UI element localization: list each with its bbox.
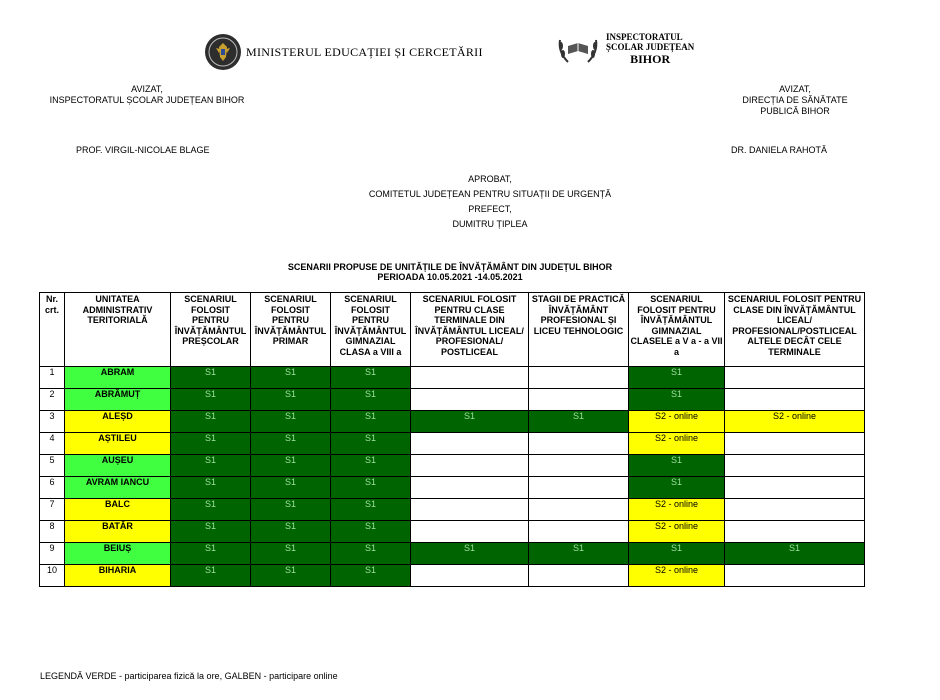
scenario-cell: S1 <box>251 565 331 587</box>
scenario-cell <box>411 521 529 543</box>
scenario-cell: S1 <box>171 565 251 587</box>
scenario-cell <box>411 477 529 499</box>
scenario-cell: S1 <box>529 411 629 433</box>
scenario-cell: S1 <box>251 433 331 455</box>
scenario-cell <box>529 455 629 477</box>
table-row <box>40 389 865 411</box>
unit-name: BEIUȘ <box>65 543 171 565</box>
scenario-cell <box>529 367 629 389</box>
unit-name: AUȘEU <box>65 455 171 477</box>
approval-block <box>340 172 640 232</box>
unit-name: ABRAM <box>65 367 171 389</box>
approval-committee: COMITETUL JUDEȚEAN PENTRU SITUAȚII DE URGENȚĂ <box>368 189 612 199</box>
right-avizat-institution-2: PUBLICĂ BIHOR <box>760 106 830 116</box>
header-gimnazial-viii: SCENARIUL FOLOSIT PENTRU ÎNVĂȚĂMÂNTUL GIMNAZIAL CLASA a VIII a <box>331 293 411 367</box>
scenario-cell <box>411 455 529 477</box>
table-row <box>40 367 865 389</box>
ministry-logo <box>205 34 483 70</box>
scenario-cell: S1 <box>171 433 251 455</box>
header-liceal-altele: SCENARIUL FOLOSIT PENTRU CLASE DIN ÎNVĂȚĂMÂNTUL LICEAL/ PROFESIONAL/POSTLICEAL ALTELE DECÂT CELE TERMINALE <box>725 293 865 367</box>
row-number: 5 <box>40 455 65 477</box>
scenario-cell: S1 <box>629 477 725 499</box>
isj-line1: INSPECTORATUL <box>606 32 683 42</box>
right-signatory: DR. DANIELA RAHOTĂ <box>731 145 828 155</box>
legend: LEGENDĂ VERDE - participarea fizică la ore, GALBEN - participare online <box>40 671 338 681</box>
scenario-cell: S1 <box>171 389 251 411</box>
scenario-cell: S2 - online <box>629 411 725 433</box>
scenario-cell: S1 <box>529 543 629 565</box>
header-gimnazial-v-vii: SCENARIUL FOLOSIT PENTRU ÎNVĂȚĂMÂNTUL GIMNAZIAL CLASELE a V a - a VII a <box>629 293 725 367</box>
scenario-cell <box>725 455 865 477</box>
scenario-cell <box>725 367 865 389</box>
scenario-cell: S1 <box>171 477 251 499</box>
document-title <box>240 262 660 282</box>
row-number: 7 <box>40 499 65 521</box>
approval-name: DUMITRU ȚIPLEA <box>452 219 528 229</box>
row-number: 3 <box>40 411 65 433</box>
scenario-cell: S1 <box>251 411 331 433</box>
table-row <box>40 455 865 477</box>
scenario-cell <box>725 499 865 521</box>
scenario-cell: S1 <box>171 499 251 521</box>
table-row <box>40 433 865 455</box>
scenario-cell <box>411 389 529 411</box>
title-line2: PERIOADA 10.05.2021 -14.05.2021 <box>377 272 523 282</box>
right-avizat-block <box>720 84 870 117</box>
scenario-cell: S2 - online <box>725 411 865 433</box>
scenario-cell: S1 <box>725 543 865 565</box>
scenario-cell <box>725 389 865 411</box>
header-stagii: STAGII DE PRACTICĂ ÎNVĂȚĂMÂNT PROFESIONAL ȘI LICEU TEHNOLOGIC <box>529 293 629 367</box>
scenario-cell <box>529 389 629 411</box>
scenario-cell: S1 <box>251 521 331 543</box>
scenario-cell: S2 - online <box>629 521 725 543</box>
left-avizat-block <box>40 84 254 106</box>
scenario-cell <box>725 433 865 455</box>
table-row <box>40 477 865 499</box>
scenario-cell: S1 <box>331 477 411 499</box>
approval-role: PREFECT, <box>468 204 512 214</box>
left-avizat-institution: INSPECTORATUL ȘCOLAR JUDEȚEAN BIHOR <box>49 95 245 105</box>
scenario-cell: S1 <box>629 455 725 477</box>
table-header-row <box>40 293 865 367</box>
scenario-cell: S1 <box>629 389 725 411</box>
scenario-cell: S1 <box>331 433 411 455</box>
scenario-cell: S1 <box>171 367 251 389</box>
scenario-cell: S1 <box>251 389 331 411</box>
isj-logo <box>556 32 694 66</box>
table-row <box>40 543 865 565</box>
row-number: 2 <box>40 389 65 411</box>
scenario-cell <box>529 433 629 455</box>
unit-name: ALEȘD <box>65 411 171 433</box>
scenario-cell: S2 - online <box>629 565 725 587</box>
scenario-cell <box>529 521 629 543</box>
scenario-cell <box>725 477 865 499</box>
table-row <box>40 565 865 587</box>
table-row <box>40 499 865 521</box>
scenario-cell: S1 <box>629 543 725 565</box>
header-nr: Nr. crt. <box>40 293 65 367</box>
scenario-cell: S1 <box>331 499 411 521</box>
row-number: 8 <box>40 521 65 543</box>
isj-line3: BIHOR <box>630 52 671 66</box>
scenario-cell: S1 <box>411 543 529 565</box>
scenario-cell <box>725 565 865 587</box>
scenario-cell: S1 <box>331 389 411 411</box>
scenario-cell: S1 <box>331 521 411 543</box>
scenario-cell <box>529 565 629 587</box>
scenario-cell: S1 <box>171 521 251 543</box>
scenario-cell: S1 <box>251 455 331 477</box>
scenario-cell <box>411 499 529 521</box>
scenario-cell: S2 - online <box>629 433 725 455</box>
unit-name: BIHARIA <box>65 565 171 587</box>
scenario-cell: S1 <box>629 367 725 389</box>
scenario-cell: S1 <box>331 565 411 587</box>
scenario-cell: S2 - online <box>629 499 725 521</box>
right-avizat-label: AVIZAT, <box>779 84 811 94</box>
scenario-cell: S1 <box>331 543 411 565</box>
scenario-cell: S1 <box>171 543 251 565</box>
scenario-cell: S1 <box>251 543 331 565</box>
row-number: 1 <box>40 367 65 389</box>
scenario-cell: S1 <box>251 367 331 389</box>
unit-name: ABRĂMUȚ <box>65 389 171 411</box>
scenario-cell: S1 <box>411 411 529 433</box>
scenario-cell: S1 <box>171 455 251 477</box>
left-avizat-label: AVIZAT, <box>131 84 163 94</box>
scenario-cell: S1 <box>331 455 411 477</box>
laurel-book-icon <box>556 32 600 66</box>
left-signatory: PROF. VIRGIL-NICOLAE BLAGE <box>76 145 210 155</box>
header-primar: SCENARIUL FOLOSIT PENTRU ÎNVĂȚĂMÂNTUL PRIMAR <box>251 293 331 367</box>
header-terminale: SCENARIUL FOLOSIT PENTRU CLASE TERMINALE DIN ÎNVĂȚĂMÂNTUL LICEAL/ PROFESIONAL/ POSTLICEAL <box>411 293 529 367</box>
scenario-cell <box>411 367 529 389</box>
row-number: 4 <box>40 433 65 455</box>
scenario-cell <box>529 477 629 499</box>
scenario-cell: S1 <box>171 411 251 433</box>
approval-label: APROBAT, <box>468 174 512 184</box>
scenario-cell <box>725 521 865 543</box>
scenario-cell: S1 <box>251 477 331 499</box>
unit-name: AȘTILEU <box>65 433 171 455</box>
table-row <box>40 411 865 433</box>
title-line1: SCENARII PROPUSE DE UNITĂȚILE DE ÎNVĂȚĂMÂNT DIN JUDEȚUL BIHOR <box>287 262 613 272</box>
scenario-cell: S1 <box>331 367 411 389</box>
row-number: 10 <box>40 565 65 587</box>
table-row <box>40 521 865 543</box>
ministry-name: MINISTERUL EDUCAȚIEI ȘI CERCETĂRII <box>246 44 483 59</box>
unit-name: AVRAM IANCU <box>65 477 171 499</box>
scenario-cell: S1 <box>331 411 411 433</box>
scenarios-table <box>39 292 865 587</box>
scenario-cell: S1 <box>251 499 331 521</box>
header-unit: UNITATEA ADMINISTRATIV TERITORIALĂ <box>65 293 171 367</box>
row-number: 6 <box>40 477 65 499</box>
unit-name: BATĂR <box>65 521 171 543</box>
right-avizat-institution-1: DIRECȚIA DE SĂNĂTATE <box>742 95 848 105</box>
header-prescolar: SCENARIUL FOLOSIT PENTRU ÎNVĂȚĂMÂNTUL PREȘCOLAR <box>171 293 251 367</box>
row-number: 9 <box>40 543 65 565</box>
scenario-cell <box>411 433 529 455</box>
isj-line2: ȘCOLAR JUDEȚEAN <box>606 42 695 52</box>
romania-coat-of-arms-icon <box>205 34 241 70</box>
unit-name: BALC <box>65 499 171 521</box>
scenario-cell <box>529 499 629 521</box>
scenario-cell <box>411 565 529 587</box>
